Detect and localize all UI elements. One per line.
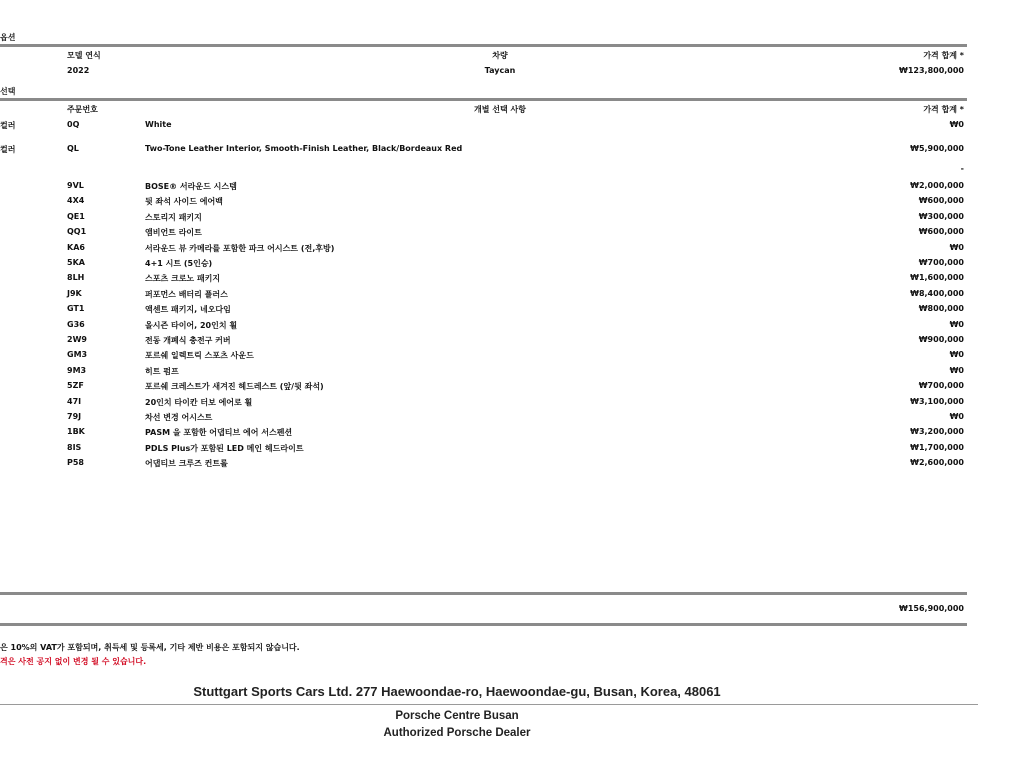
option-code: KA6	[67, 242, 85, 252]
header-order-code: 주문번호	[67, 105, 98, 114]
option-desc: 20인치 타이칸 터보 에어로 휠	[145, 397, 253, 407]
option-desc: 차선 변경 어시스트	[145, 413, 213, 422]
option-price: ₩0	[949, 350, 964, 360]
option-price: ₩0	[949, 120, 964, 129]
option-code: 5ZF	[67, 381, 84, 391]
option-price: ₩600,000	[918, 196, 964, 206]
option-desc: 서라운드 뷰 카메라를 포함한 파크 어시스트 (전,후방)	[145, 243, 335, 253]
option-desc: 뒷 좌석 사이드 에어백	[145, 197, 223, 207]
option-price: ₩900,000	[918, 335, 964, 344]
option-desc: PDLS Plus가 포함된 LED 메인 헤드라이트	[145, 443, 304, 453]
option-desc: 4+1 시트 (5인승)	[145, 259, 213, 268]
option-desc: 히트 펌프	[145, 366, 179, 376]
option-price: ₩3,100,000	[910, 396, 964, 406]
grand-total: ₩156,900,000	[899, 604, 964, 613]
header-option-desc: 개별 선택 사항	[474, 105, 526, 114]
option-desc: 퍼포먼스 배터리 플러스	[145, 289, 228, 299]
divider	[0, 98, 967, 101]
option-code: 8IS	[67, 442, 82, 452]
option-price: ₩0	[949, 242, 964, 252]
color-row-label: 컬러	[0, 121, 16, 130]
divider	[0, 623, 967, 626]
option-price: ₩3,200,000	[910, 427, 964, 437]
dealer-tagline: Authorized Porsche Dealer	[383, 727, 531, 739]
option-code: 79J	[67, 412, 82, 421]
option-desc: 스토리지 패키지	[145, 212, 202, 222]
header-vehicle: 차량	[492, 51, 508, 60]
option-code: 8LH	[67, 273, 85, 283]
option-desc: Two-Tone Leather Interior, Smooth-Finish Leather, Black/Bordeaux Red	[145, 144, 463, 153]
option-desc: BOSE® 서라운드 시스템	[145, 182, 237, 191]
option-desc: 전동 개폐식 충전구 커버	[145, 336, 231, 345]
option-desc: 앰비언트 라이트	[145, 228, 202, 238]
dash-placeholder: -	[960, 164, 964, 173]
vat-note: 은 10%의 VAT가 포함되며, 취득세 및 등록세, 기타 제반 비용은 포함되지 않습니다.	[0, 643, 300, 652]
section-label-selection: 선택	[0, 87, 16, 96]
option-desc: White	[145, 120, 172, 129]
option-code: QL	[67, 144, 79, 153]
header-price-total: 가격 합계 *	[923, 105, 964, 114]
option-code: QE1	[67, 211, 85, 221]
model-year-value: 2022	[67, 66, 90, 75]
section-label-options: 옵션	[0, 33, 16, 42]
option-price: ₩1,600,000	[910, 273, 964, 283]
option-desc: 포르쉐 일렉트릭 스포츠 사운드	[145, 351, 254, 361]
option-price: ₩300,000	[918, 211, 964, 221]
dealer-name: Porsche Centre Busan	[395, 710, 519, 722]
option-price: ₩700,000	[918, 381, 964, 391]
dealer-address: Stuttgart Sports Cars Ltd. 277 Haewoondae-ro, Haewoondae-gu, Busan, Korea, 48061	[193, 684, 721, 699]
option-code: GM3	[67, 350, 88, 360]
price-change-note: 격은 사전 공지 없이 변경 될 수 있습니다.	[0, 657, 147, 666]
option-price: ₩700,000	[918, 258, 964, 267]
option-price: ₩0	[949, 319, 964, 329]
option-code: G36	[67, 319, 85, 329]
option-price: ₩800,000	[918, 304, 964, 314]
option-desc: 어댑티브 크루즈 컨트롤	[145, 459, 228, 469]
option-code: P58	[67, 458, 84, 468]
base-price-value: ₩123,800,000	[899, 66, 964, 75]
option-code: 2W9	[67, 335, 87, 344]
option-price: ₩8,400,000	[910, 288, 964, 298]
option-code: QQ1	[67, 227, 87, 237]
option-code: J9K	[67, 288, 82, 298]
option-price: ₩600,000	[918, 227, 964, 237]
option-price: ₩2,000,000	[910, 181, 964, 190]
divider	[0, 44, 967, 47]
option-desc: 올시즌 타이어, 20인치 휠	[145, 320, 238, 330]
option-code: GT1	[67, 304, 85, 314]
footer-divider	[0, 704, 978, 705]
option-desc: 포르쉐 크레스트가 새겨진 헤드레스트 (앞/뒷 좌석)	[145, 382, 324, 392]
option-code: 9M3	[67, 365, 87, 375]
option-price: ₩0	[949, 365, 964, 375]
option-desc: 스포츠 크로노 패키지	[145, 274, 221, 284]
divider	[0, 592, 967, 595]
option-code: 9VL	[67, 181, 84, 190]
header-model-year: 모델 연식	[67, 51, 101, 60]
option-code: 1BK	[67, 427, 85, 437]
header-price-total: 가격 합계 *	[923, 51, 964, 60]
option-price: ₩1,700,000	[910, 442, 964, 452]
option-code: 0Q	[67, 120, 80, 129]
option-price: ₩2,600,000	[910, 458, 964, 468]
option-code: 4X4	[67, 196, 85, 206]
option-code: 47I	[67, 396, 82, 406]
option-desc: 액센트 패키지, 네오다임	[145, 305, 231, 315]
option-price: ₩5,900,000	[910, 144, 964, 153]
vehicle-value: Taycan	[484, 66, 516, 75]
option-price: ₩0	[949, 412, 964, 421]
color-row-label: 컬러	[0, 145, 16, 154]
option-desc: PASM 을 포함한 어댑티브 에어 서스펜션	[145, 428, 293, 438]
option-code: 5KA	[67, 258, 85, 267]
